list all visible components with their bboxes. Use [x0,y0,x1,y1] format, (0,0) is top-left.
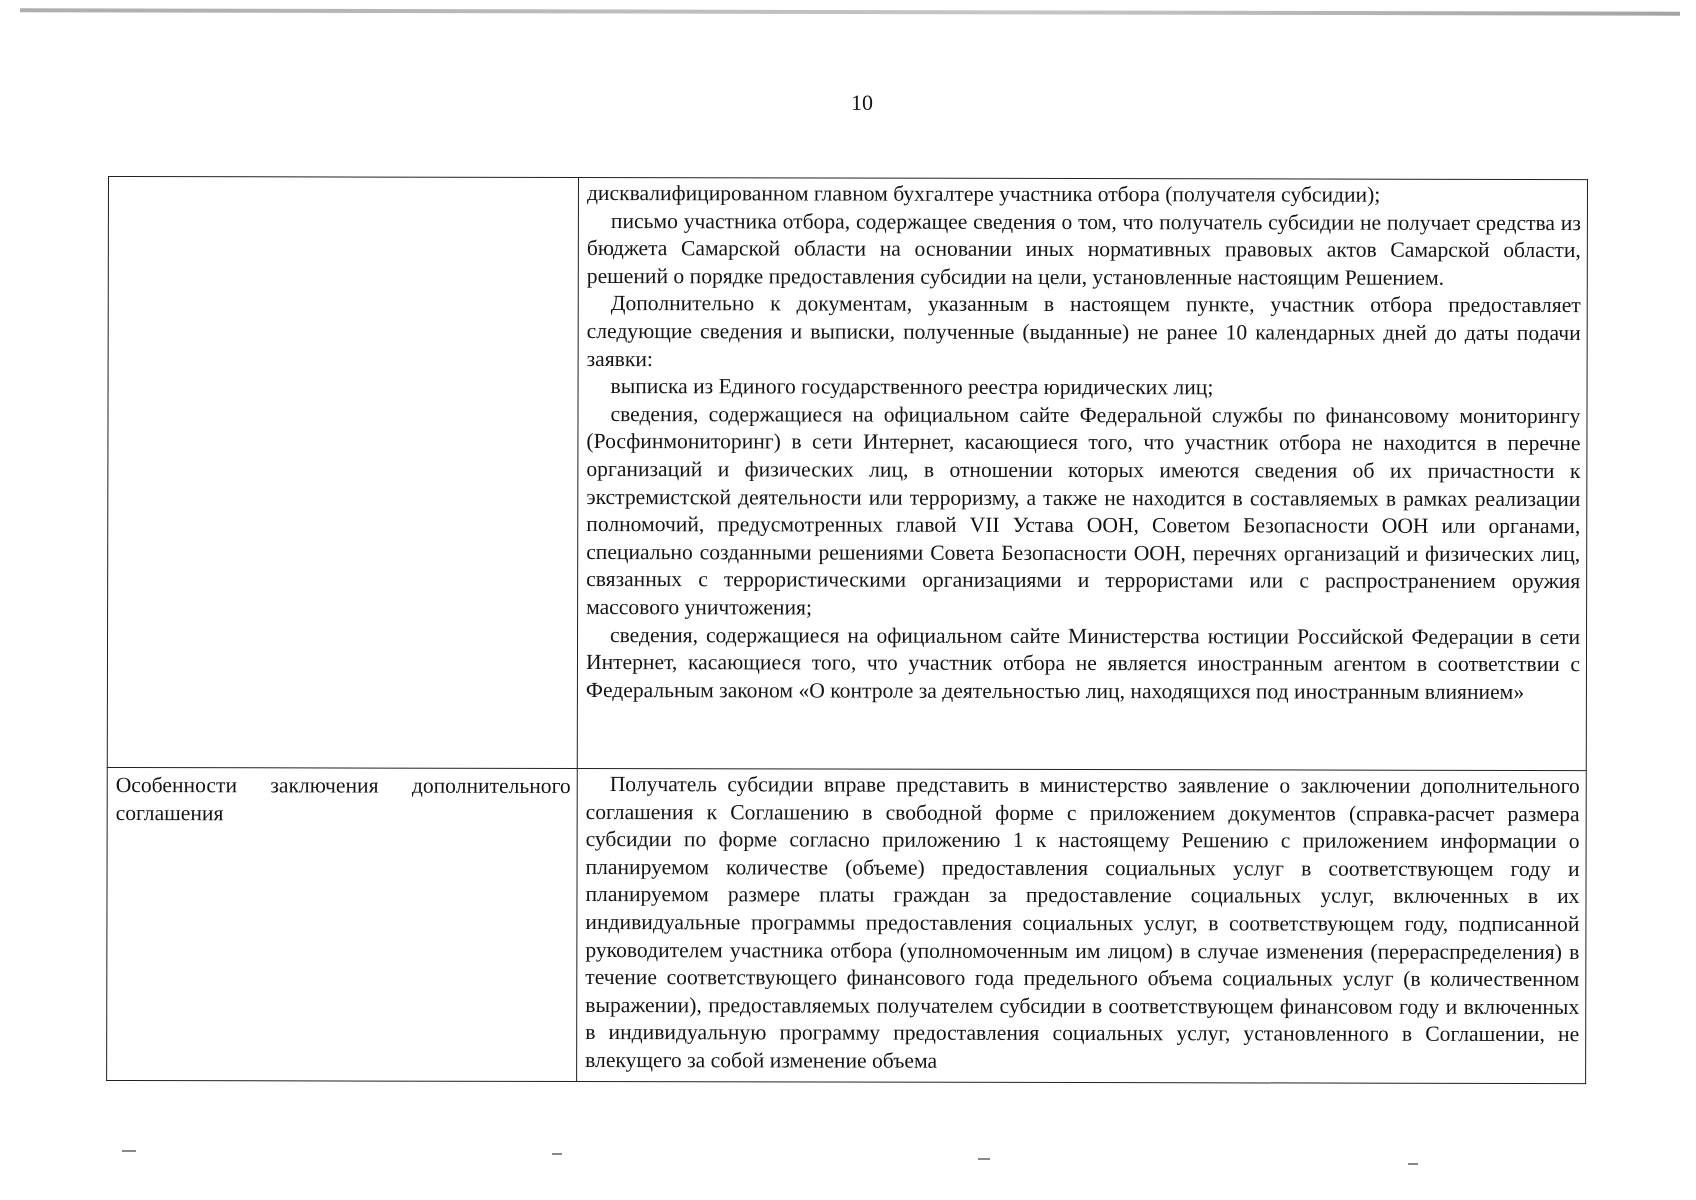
scan-mark [978,1158,990,1160]
paragraph: Получатель субсидии вправе представить в министерство заявление о заключении дополнительного соглашения к Соглашению в свободной форме с приложением документов (справка-расчет размера субсидии по форме согласно приложению 1 к настоящему Решению с приложением информации о планируемом количестве (объеме) предоставления социальных услуг в соответствующем году и планируемом размере платы граждан за предоставление социальных услуг, включенных в их индивидуальные программы предоставления социальных услуг, в соответствующем году, подписанной руководителем участника отбора (уполномоченным им лицом) в случае изменения (перераспределения) в течение соответствующего финансового года предельного объема социальных услуг (в количественном выражении), предоставляемых получателем субсидии в соответствующем финансовом году и включенных в индивидуальную программу предоставления социальных услуг, установленного в Соглашении, не влекущего за собой изменение объема [585,772,1580,1073]
scan-edge-shadow [20,8,1680,15]
scan-mark [1408,1163,1418,1165]
paragraph: выписка из Единого государственного реестра юридических лиц; [610,374,1214,400]
paragraph: письмо участника отбора, содержащее сведения о том, что получатель субсидии не получает средства из бюджета Самарской области на основании иных нормативных правовых актов Самарской области, решений о порядке предоставления субсидии на цели, установленные настоящим Решением. [586,208,1581,290]
table-row [107,767,1587,1083]
paragraph: дисквалифицированном главном бухгалтере участника отбора (получателя субсидии); [586,181,1381,207]
page-number: 10 [851,90,873,115]
table-row [107,177,1587,771]
table-cell-right [577,768,1587,1083]
scan-mark [122,1150,136,1152]
document-table [106,176,1588,1084]
table-cell-left [107,177,578,769]
table-cell-left [107,767,578,1081]
paragraph: Дополнительно к документам, указанным в настоящем пункте, участник отбора предоставляет следующие сведения и выписки, полученные (выданные) не ранее 10 календарных дней до даты подачи заявки: [586,291,1581,371]
paragraph: сведения, содержащиеся на официальном сайте Федеральной службы по финансовому мониторингу (Росфинмониторинг) в сети Интернет, касающиеся того, что участник отбора не находится в перечне организаций и физических лиц, в отношении которых имеются сведения об их причастности к экстремистской деятельности или терроризму, а также не находится в составляемых в рамках реализации полномочий, предусмотренных главой VII Устава ООН, Советом Безопасности ООН или органами, специально созданными решениями Совета Безопасности ООН, перечнях организаций и физических лиц, связанных с террористическими организациями и террористами или с распространением оружия массового уничтожения; [586,401,1581,620]
row-label [117,179,572,182]
paragraph: сведения, содержащиеся на официальном сайте Министерства юстиции Российской Федерации в сети Интернет, касающиеся того, что участник отбора не является иностранным агентом в соответствии с Федеральным законом «О контроле за деятельностью лиц, находящихся под иностранным влиянием» [585,622,1581,704]
cell-content [585,771,1580,1079]
row-label: Особенности заключения дополнительного соглашения [115,773,571,825]
scan-mark [552,1153,562,1155]
table-cell-right [577,177,1587,770]
